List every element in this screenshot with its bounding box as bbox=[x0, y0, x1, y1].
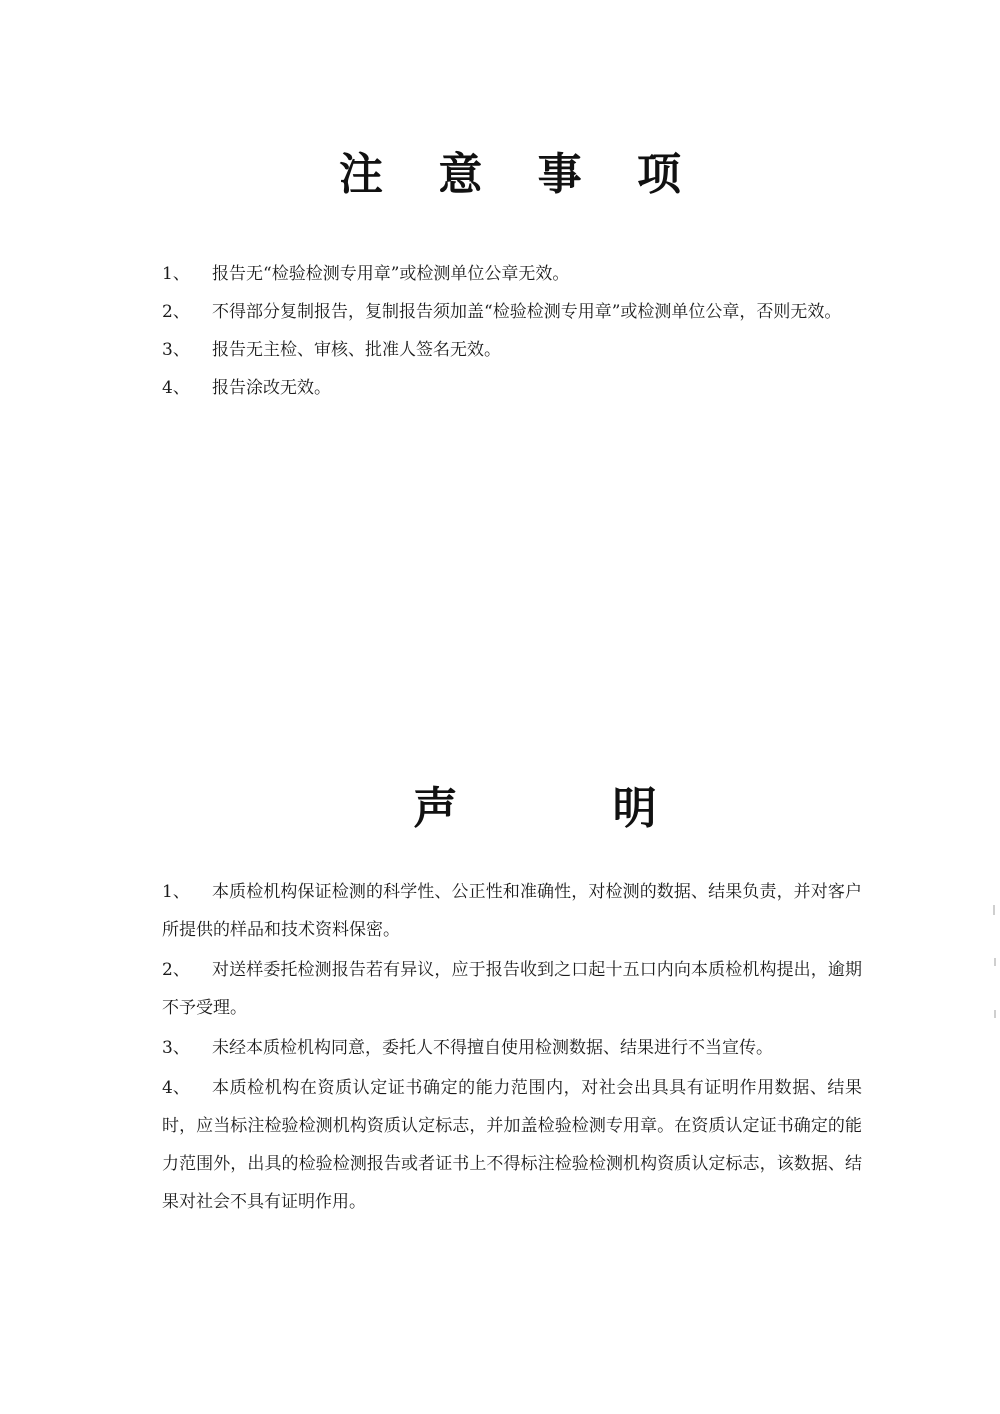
notice-item-number: 4、 bbox=[162, 378, 190, 398]
notice-item-number: 3、 bbox=[162, 340, 190, 360]
notice-item-text: 报告无“检验检测专用章”或检测单位公章无效。 bbox=[212, 264, 570, 284]
scan-speck bbox=[994, 958, 996, 966]
statement-item-text: 对送样委托检测报告若有异议，应于报告收到之口起十五口内向本质检机构提出，逾期不予受理。 bbox=[162, 960, 862, 1018]
statement-item bbox=[162, 951, 862, 1027]
statement-item-text: 未经本质检机构同意，委托人不得擅自使用检测数据、结果进行不当宣传。 bbox=[212, 1038, 773, 1058]
notice-item-text: 报告无主检、审核、批准人签名无效。 bbox=[212, 340, 501, 360]
statement-item-text: 本质检机构保证检测的科学性、公正性和准确性，对检测的数据、结果负责，并对客户所提供的样品和技术资料保密。 bbox=[162, 882, 862, 940]
statement-title: 声 明 bbox=[413, 783, 727, 834]
notice-item bbox=[162, 293, 862, 331]
scan-speck bbox=[993, 905, 995, 915]
statement-item bbox=[162, 1069, 862, 1221]
notice-item-number: 1、 bbox=[162, 264, 190, 284]
statement-item-number: 4、 bbox=[162, 1078, 190, 1098]
statement-list bbox=[162, 873, 862, 1221]
scan-speck bbox=[994, 1010, 996, 1018]
statement-item-number: 3、 bbox=[162, 1038, 190, 1058]
statement-item-number: 1、 bbox=[162, 882, 190, 902]
notice-list bbox=[162, 255, 862, 407]
notice-item-text: 不得部分复制报告，复制报告须加盖“检验检测专用章”或检测单位公章，否则无效。 bbox=[212, 302, 842, 322]
notice-title: 注 意 事 项 bbox=[339, 149, 701, 200]
notice-item bbox=[162, 331, 862, 369]
statement-item-text: 本质检机构在资质认定证书确定的能力范围内，对社会出具具有证明作用数据、结果时，应当标注检验检测机构资质认定标志，并加盖检验检测专用章。在资质认定证书确定的能力范围外，出具的检验检测报告或者证书上不得标注检验检测机构资质认定标志，该数据、结果对社会不具有证明作用。 bbox=[162, 1078, 862, 1212]
statement-item-number: 2、 bbox=[162, 960, 190, 980]
notice-item bbox=[162, 369, 862, 407]
notice-item-text: 报告涂改无效。 bbox=[212, 378, 331, 398]
statement-item bbox=[162, 873, 862, 949]
notice-item bbox=[162, 255, 862, 293]
notice-item-number: 2、 bbox=[162, 302, 190, 322]
statement-item bbox=[162, 1029, 862, 1067]
